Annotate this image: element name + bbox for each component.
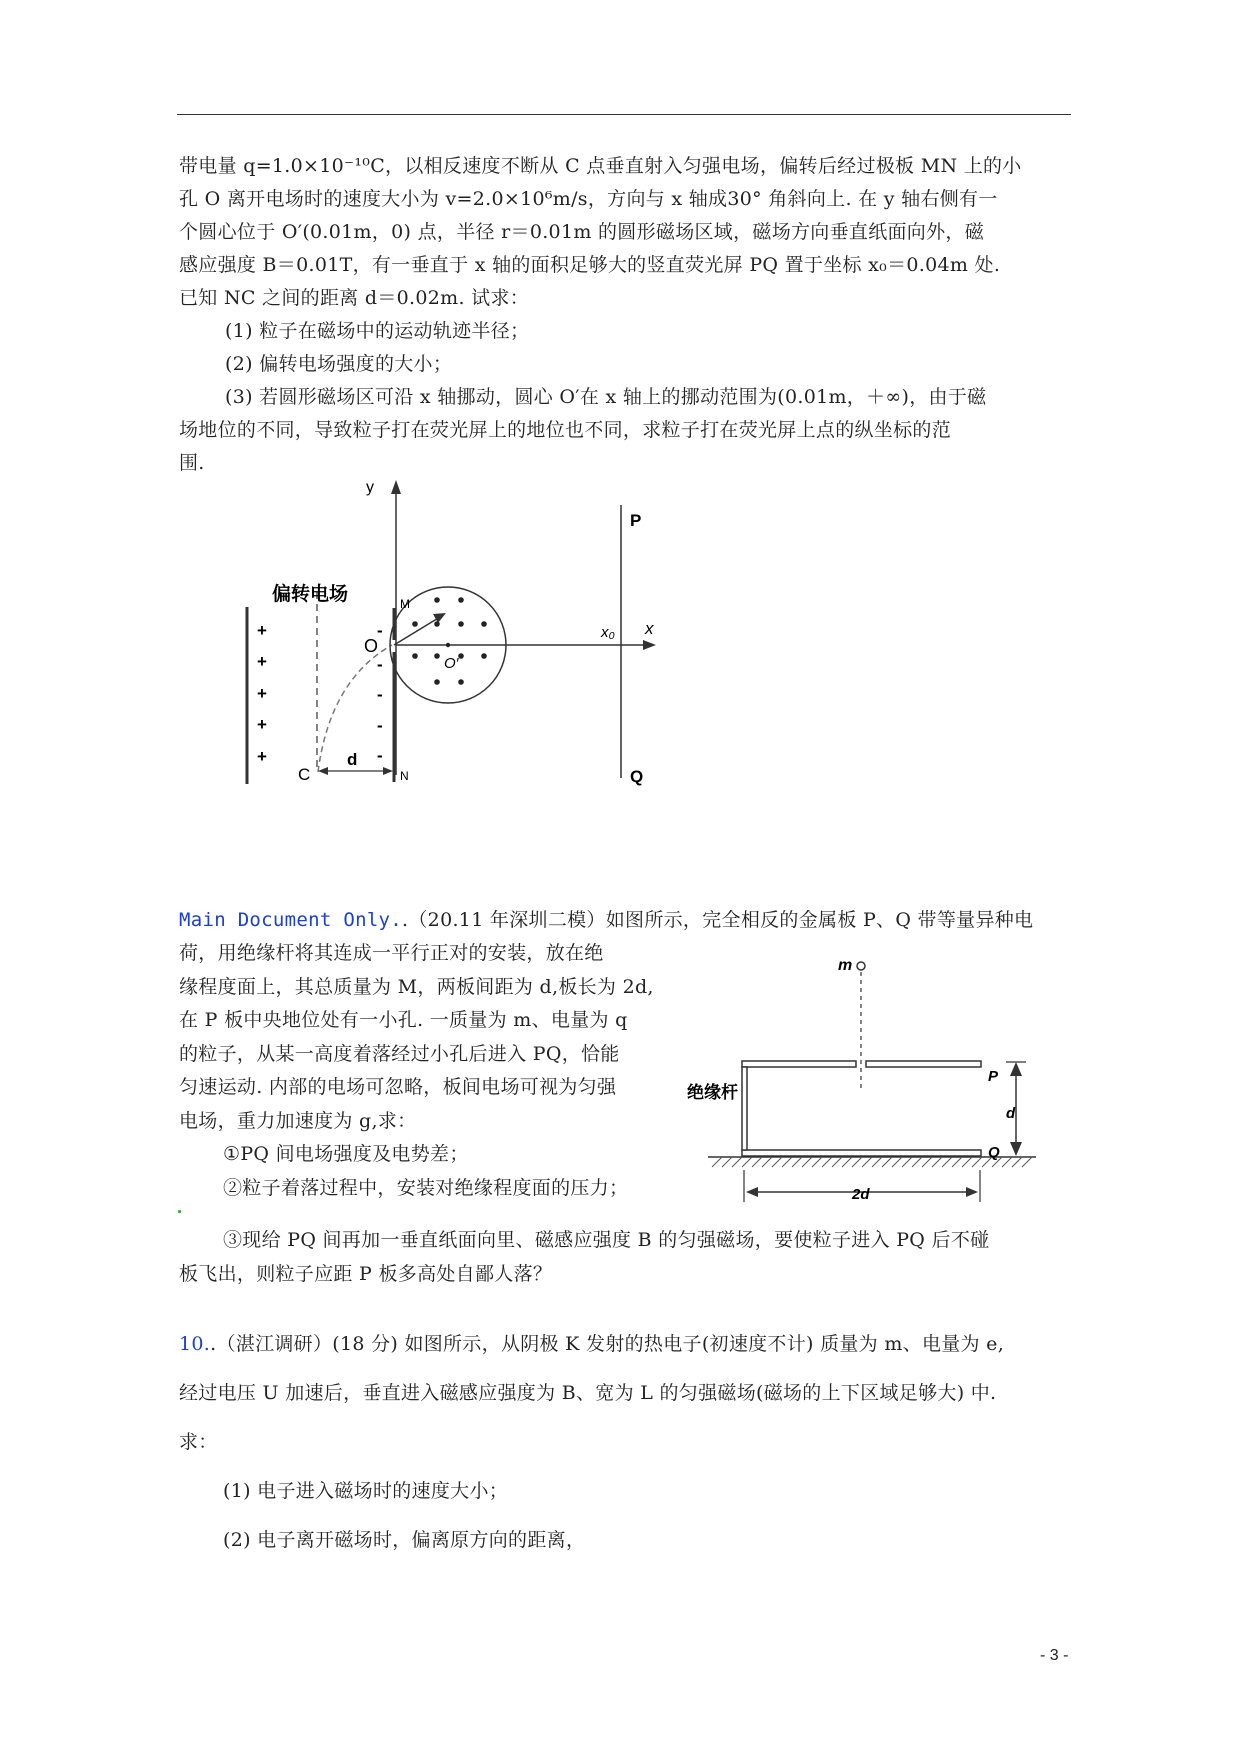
o-label: O bbox=[364, 636, 379, 656]
2d-arrow-left-icon bbox=[746, 1187, 758, 1197]
minus-sign: - bbox=[377, 746, 383, 765]
problem-b-lead: Main Document Only. bbox=[179, 909, 403, 931]
minus-sign: - bbox=[377, 655, 383, 674]
problem-b-line: 在 P 板中央地位处有一小孔. 一质量为 m、电量为 q bbox=[179, 1009, 628, 1031]
rod-label: 绝缘杆 bbox=[687, 1083, 738, 1102]
problem-b-line: 电场，重力加速度为 g,求： bbox=[179, 1109, 417, 1132]
plus-sign: + bbox=[257, 652, 267, 671]
minus-sign: - bbox=[377, 621, 383, 640]
problem-c-q2: (2) 电子离开磁场时，偏离原方向的距离， bbox=[223, 1529, 586, 1551]
n-label: N bbox=[400, 769, 409, 783]
problem-b-sub3-line1: ③现给 PQ 间再加一垂直纸面向里、磁感应强度 B 的匀强磁场，要使粒子进入 PQ 后不碰 bbox=[223, 1229, 990, 1251]
problem-a-line: 孔 O 离开电场时的速度大小为 v=2.0×10⁶m/s，方向与 x 轴成30° 角斜向上. 在 y 轴右侧有一 bbox=[179, 188, 998, 210]
problem-c-line2: 经过电压 U 加速后，垂直进入磁感应强度为 B、宽为 L 的匀强磁场(磁场的上下区域足够大) 中. bbox=[179, 1382, 997, 1404]
problem-b-sub1: ①PQ 间电场强度及电势差； bbox=[223, 1143, 469, 1165]
plate-p-left bbox=[742, 1061, 856, 1067]
plus-sign: + bbox=[257, 747, 267, 766]
problem-c-line3: 求： bbox=[179, 1431, 218, 1453]
minus-sign: - bbox=[377, 685, 383, 704]
problem-c-line1: .（湛江调研）(18 分) 如图所示，从阴极 K 发射的热电子(初速度不计) 质量为 m、电量为 e, bbox=[210, 1333, 1005, 1355]
x0-label: x₀ bbox=[601, 624, 615, 641]
problem-b-sub2: ②粒子着落过程中，安装对绝缘程度面的压力； bbox=[223, 1176, 629, 1199]
m-label: M bbox=[400, 597, 410, 611]
problem-b-line: 的粒子，从某一高度着落经过小孔后进入 PQ，恰能 bbox=[179, 1042, 620, 1065]
problem-b-line1-rest: .（20.11 年深圳二模）如图所示，完全相反的金属板 P、Q 带等量异种电 bbox=[402, 909, 1034, 931]
x-label: x bbox=[645, 619, 654, 638]
plus-sign: + bbox=[257, 684, 267, 703]
ground-hatch bbox=[712, 1157, 1032, 1167]
problem-b-sub3-line2: 板飞出，则粒子应距 P 板多高处自鄙人落？ bbox=[179, 1262, 553, 1285]
problem-a-q2: (2) 偏转电场强度的大小； bbox=[225, 353, 453, 375]
problem-b-line: 荷，用绝缘杆将其连成一平行正对的安装，放在绝 bbox=[179, 942, 604, 964]
problem-a-q3-line2: 场地位的不同，导致粒子打在荧光屏上的地位也不同，求粒子打在荧光屏上点的纵坐标的范 bbox=[179, 419, 952, 441]
plate-p-right bbox=[866, 1061, 981, 1067]
problem-c-q1: (1) 电子进入磁场时的速度大小； bbox=[223, 1480, 509, 1502]
fig2-d-label: d bbox=[1006, 1105, 1016, 1122]
page-number: - 3 - bbox=[1040, 1647, 1069, 1664]
plate-q bbox=[742, 1150, 981, 1156]
d-arrow-up-icon bbox=[1010, 1062, 1022, 1076]
d-arrow-down-icon bbox=[1010, 1142, 1022, 1156]
problem-a-line: 已知 NC 之间的距离 d＝0.02m. 试求： bbox=[179, 287, 530, 309]
p-label: P bbox=[630, 511, 642, 530]
o-prime-label: O′ bbox=[444, 655, 459, 672]
c-label: C bbox=[298, 765, 311, 784]
problem-b-line: 缘程度面上，其总质量为 M，两板间距为 d,板长为 2d, bbox=[179, 975, 654, 998]
minus-sign: - bbox=[377, 716, 383, 735]
problem-a-q3-line1: (3) 若圆形磁场区可沿 x 轴挪动，圆心 O′在 x 轴上的挪动范围为(0.01m，＋∞)，由于磁 bbox=[225, 386, 987, 408]
problem-a-line: 感应强度 B＝0.01T，有一垂直于 x 轴的面积足够大的竖直荧光屏 PQ 置于坐标 x₀＝0.04m 处. bbox=[179, 254, 1001, 276]
mass-label: m bbox=[838, 957, 853, 974]
problem-c-number: 10. bbox=[179, 1333, 211, 1355]
fig2-q-label: Q bbox=[988, 1144, 1000, 1161]
problem-a-q1: (1) 粒子在磁场中的运动轨迹半径； bbox=[225, 320, 530, 342]
fig2-p-label: P bbox=[988, 1068, 999, 1085]
problem-a-q3-line3: 围. bbox=[179, 452, 205, 474]
plus-sign: + bbox=[257, 715, 267, 734]
problem-a-line: 带电量 q=1.0×10⁻¹⁰C，以相反速度不断从 C 点垂直射入匀强电场，偏转后经过极板 MN 上的小 bbox=[179, 155, 1022, 177]
particle-icon bbox=[857, 962, 865, 970]
plus-sign: + bbox=[257, 621, 267, 640]
problem-c bbox=[179, 1328, 1079, 1573]
problem-b-line: 匀速运动. 内部的电场可忽略，板间电场可视为匀强 bbox=[179, 1076, 617, 1098]
field-label: 偏转电场 bbox=[272, 584, 349, 605]
insulating-rod bbox=[742, 1067, 747, 1150]
y-label: y bbox=[366, 479, 374, 496]
d-label: d bbox=[347, 750, 358, 769]
2d-label: 2d bbox=[852, 1186, 870, 1203]
2d-arrow-right-icon bbox=[966, 1187, 978, 1197]
q-label: Q bbox=[630, 767, 644, 786]
problem-a-line: 个圆心位于 O′(0.01m，0) 点，半径 r＝0.01m 的圆形磁场区域，磁场方向垂直纸面向外，磁 bbox=[179, 221, 984, 243]
